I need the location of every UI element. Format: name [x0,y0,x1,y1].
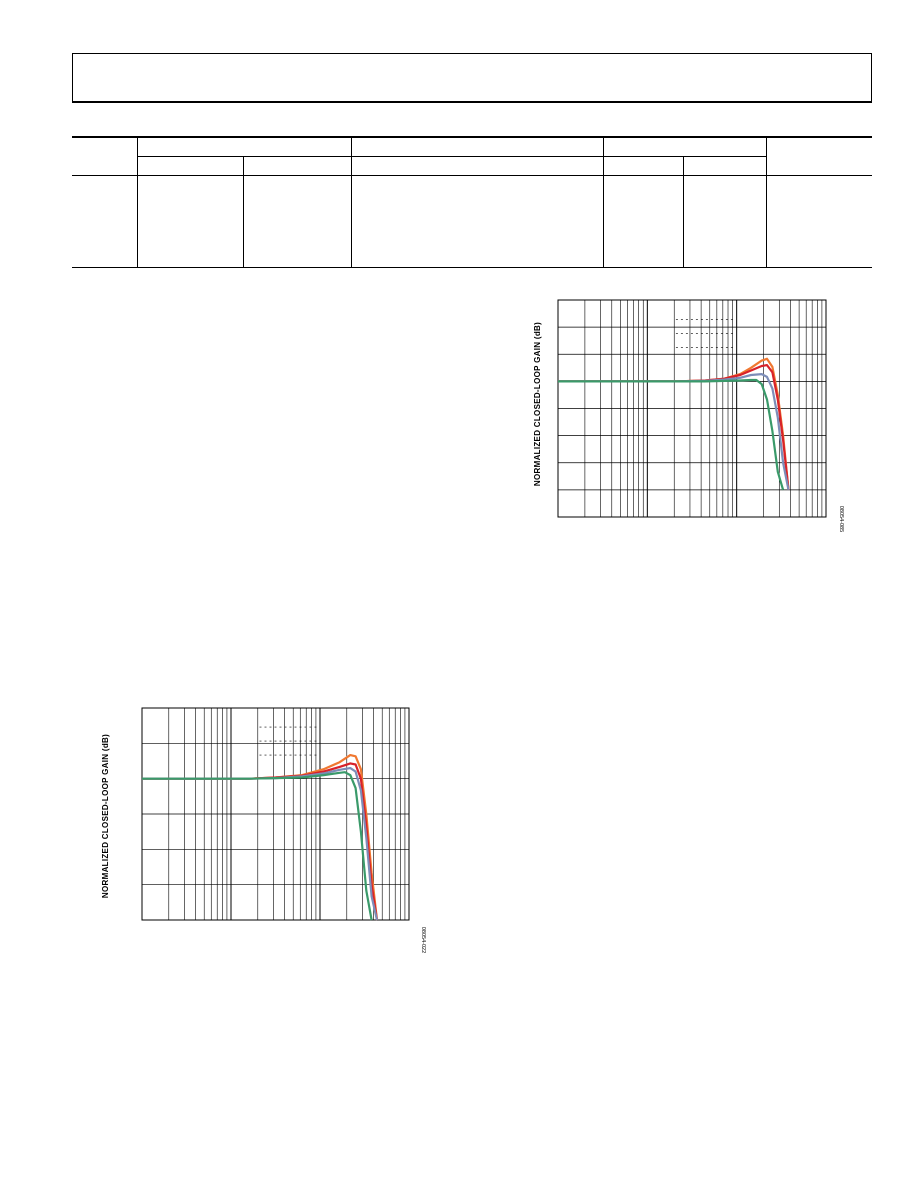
chart-2-figure-id: 08054-022 [420,926,426,954]
chart-2-y-axis-label: NORMALIZED CLOSED-LOOP GAIN (dB) [101,733,110,899]
table-column-divider [603,136,604,268]
table-top-rule [72,136,872,138]
table-bottom-rule [72,267,872,268]
chart-2-plot-area [142,708,409,920]
chart-2-series-line [142,772,372,920]
table-column-divider [243,156,244,268]
table-header-rule [72,175,872,176]
table-column-divider [351,136,352,268]
chart-1-series-line [558,365,789,490]
chart-1-series-line [558,374,789,490]
chart-1-plot-area [558,300,826,517]
table-column-divider [766,136,767,268]
chart-1-series-line [558,380,783,490]
frequency-response-chart-1 [510,290,850,560]
document-header-box [72,53,872,103]
chart-1-y-axis-label: NORMALIZED CLOSED-LOOP GAIN (dB) [533,321,542,487]
chart-1-series-line [558,359,789,490]
specifications-table [72,136,872,268]
frequency-response-chart-2 [90,700,440,970]
chart-2-series-line [142,763,377,920]
table-subheader-rule [138,156,766,157]
chart-1-figure-id: 08054-085 [838,505,844,533]
chart-2-series-line [142,755,377,920]
table-column-divider [137,136,138,268]
chart-2-series-line [142,768,377,920]
table-column-divider [683,156,684,268]
